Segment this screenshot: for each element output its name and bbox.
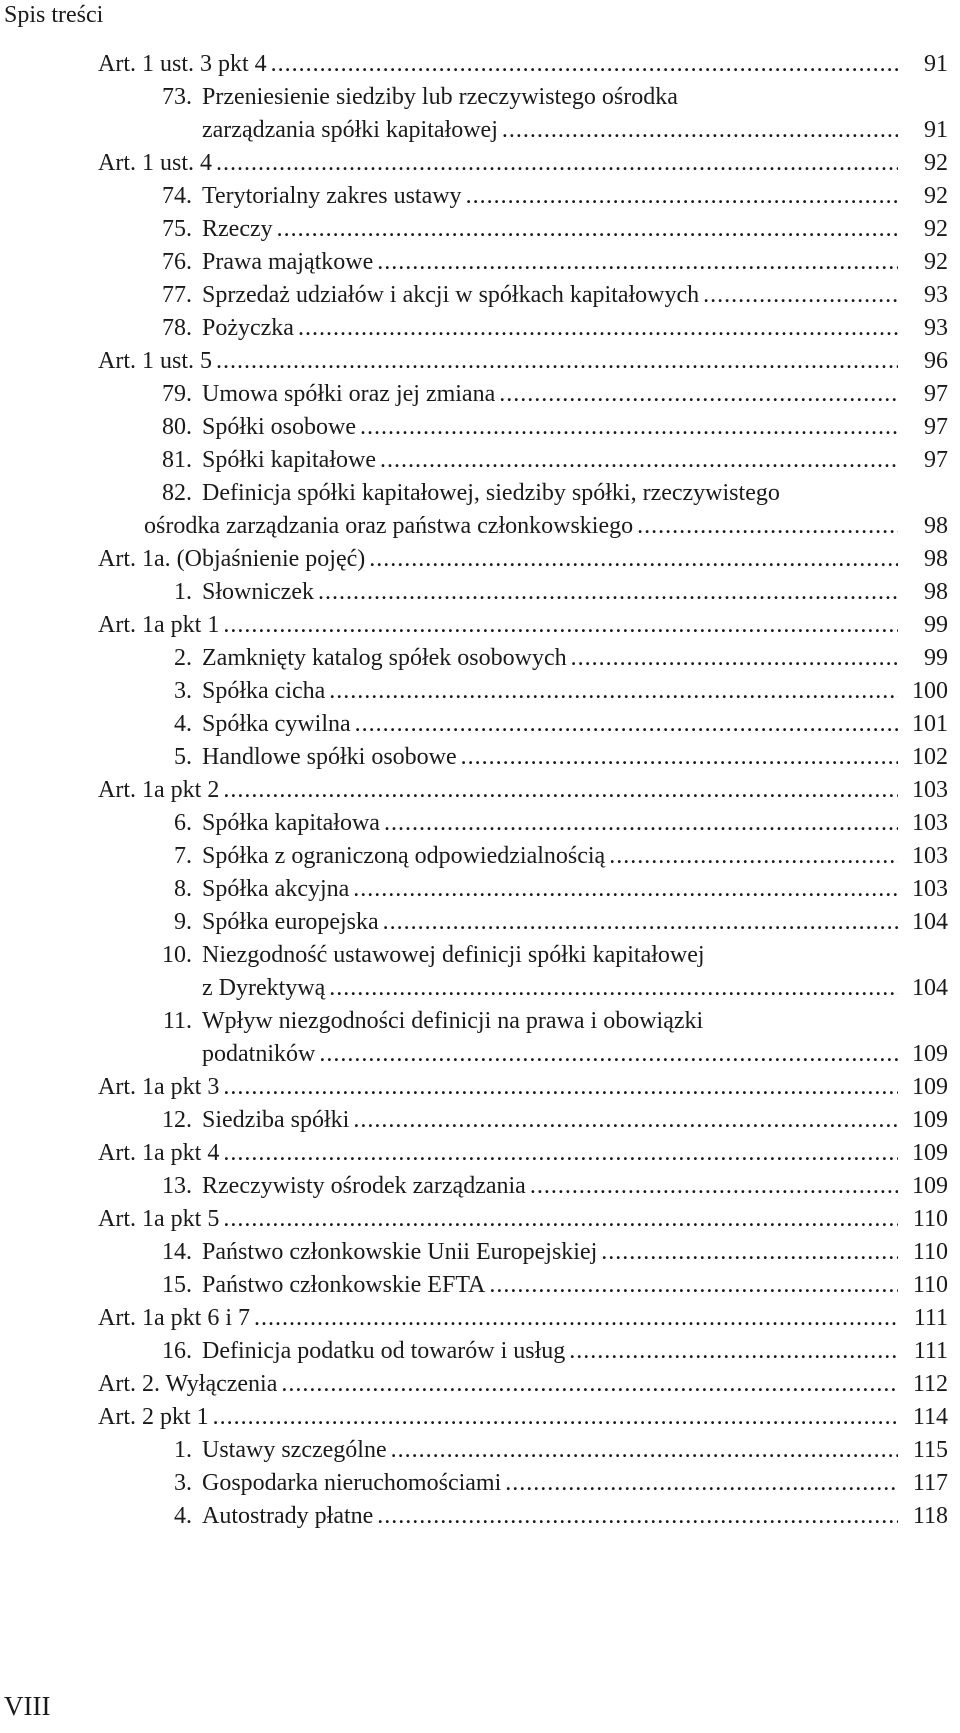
toc-entry-title: Art. 2. Wyłączenia: [98, 1371, 278, 1397]
toc-entry[interactable]: [98, 1236, 948, 1269]
dot-leader: [489, 1269, 898, 1302]
toc-entry-number: 5.: [174, 744, 192, 770]
toc-entry[interactable]: [98, 543, 948, 576]
dot-leader: [254, 1302, 898, 1335]
dot-leader: [571, 642, 898, 675]
toc-entry[interactable]: [98, 642, 948, 675]
toc-entry-page-number: 96: [924, 348, 948, 374]
toc-entry-title: Art. 2 pkt 1: [98, 1404, 209, 1430]
toc-entry-title: Spółka europejska: [202, 909, 379, 935]
toc-entry-page-number: 109: [912, 1173, 948, 1199]
dot-leader: [223, 609, 898, 642]
toc-entry-number: 15.: [162, 1272, 192, 1298]
toc-entry-title: Prawa majątkowe: [202, 249, 374, 275]
toc-entry-number: 14.: [162, 1239, 192, 1265]
toc-entry-number: 2.: [174, 645, 192, 671]
dot-leader: [318, 576, 898, 609]
toc-entry-title: Spółka cicha: [202, 678, 326, 704]
dot-leader: [223, 1137, 898, 1170]
toc-entry-page-number: 111: [913, 1305, 948, 1331]
toc-entry[interactable]: [98, 1302, 948, 1335]
toc-entry-page-number: 110: [912, 1206, 948, 1232]
toc-entry[interactable]: [98, 873, 948, 906]
toc-entry-page-number: 112: [912, 1371, 948, 1397]
toc-entry-page-number: 103: [912, 810, 948, 836]
toc-entry[interactable]: [98, 312, 948, 345]
dot-leader: [637, 510, 898, 543]
dot-leader: [216, 147, 898, 180]
dot-leader: [383, 906, 898, 939]
toc-entry[interactable]: [98, 411, 948, 444]
toc-entry-title: Rzeczywisty ośrodek zarządzania: [202, 1173, 526, 1199]
dot-leader: [505, 1467, 898, 1500]
toc-entry-title: Słowniczek: [202, 579, 314, 605]
dot-leader: [609, 840, 898, 873]
toc-entry-page-number: 91: [924, 51, 948, 77]
toc-entry[interactable]: [98, 807, 948, 840]
toc-entry-page-number: 98: [924, 546, 948, 572]
dot-leader: [355, 708, 898, 741]
toc-entry-title: Handlowe spółki osobowe: [202, 744, 457, 770]
toc-entry-title: podatników: [202, 1041, 316, 1067]
toc-entry-page-number: 109: [912, 1074, 948, 1100]
dot-leader: [569, 1335, 898, 1368]
toc-entry[interactable]: [98, 741, 948, 774]
toc-entry[interactable]: [98, 675, 948, 708]
toc-entry-page-number: 111: [913, 1338, 948, 1364]
toc-entry-number: 82.: [162, 480, 192, 506]
toc-entry-title: Umowa spółki oraz jej zmiana: [202, 381, 496, 407]
toc-entry-page-number: 91: [924, 117, 948, 143]
dot-leader: [384, 807, 898, 840]
toc-entry-title: Art. 1a. (Objaśnienie pojęć): [98, 546, 366, 572]
toc-entry-number: 4.: [174, 711, 192, 737]
toc-entry[interactable]: [98, 576, 948, 609]
toc-entry-title: ośrodka zarządzania oraz państwa członkowskiego: [144, 513, 634, 539]
dot-leader: [369, 543, 898, 576]
toc-entry-page-number: 104: [912, 909, 948, 935]
toc-entry[interactable]: [98, 1137, 948, 1170]
toc-entry-title: Spółki kapitałowe: [202, 447, 376, 473]
toc-entry-title: Spółka z ograniczoną odpowiedzialnością: [202, 843, 606, 869]
dot-leader: [223, 774, 898, 807]
toc-entry-page-number: 99: [924, 645, 948, 671]
dot-leader: [380, 444, 898, 477]
toc-entry-page-number: 117: [912, 1470, 948, 1496]
toc-entry[interactable]: [98, 708, 948, 741]
toc-entry-number: 3.: [174, 678, 192, 704]
toc-entry-title: Państwo członkowskie Unii Europejskiej: [202, 1239, 598, 1265]
toc-entry[interactable]: [98, 1368, 948, 1401]
toc-entry-page-number: 103: [912, 843, 948, 869]
toc-entry-number: 13.: [162, 1173, 192, 1199]
toc-entry[interactable]: [98, 378, 948, 411]
toc-entry-number: 1.: [174, 579, 192, 605]
dot-leader: [601, 1236, 898, 1269]
toc-entry-page-number: 104: [912, 975, 948, 1001]
toc-entry[interactable]: [98, 246, 948, 279]
toc-entry[interactable]: [98, 48, 948, 81]
toc-entry-title-line: Definicja spółki kapitałowej, siedziby spółki, rzeczywistego: [202, 480, 780, 506]
toc-entry[interactable]: [98, 1170, 948, 1203]
dot-leader: [360, 411, 898, 444]
toc-entry-page-number: 100: [912, 678, 948, 704]
toc-entry[interactable]: [98, 279, 948, 312]
toc-entry-page-number: 97: [924, 447, 948, 473]
toc-entry-page-number: 110: [912, 1272, 948, 1298]
toc-entry-page-number: 92: [924, 183, 948, 209]
toc-entry-number: 3.: [174, 1470, 192, 1496]
toc-entry-title: Spółka akcyjna: [202, 876, 350, 902]
toc-entry[interactable]: [98, 840, 948, 873]
toc-entry-page-number: 115: [912, 1437, 948, 1463]
toc-entry-page-number: 109: [912, 1107, 948, 1133]
toc-entry-number: 11.: [162, 1008, 192, 1034]
dot-leader: [298, 312, 898, 345]
toc-entry-title: Art. 1 ust. 4: [98, 150, 212, 176]
dot-leader: [466, 180, 898, 213]
toc-entry[interactable]: [98, 906, 948, 939]
toc-entry-title: Sprzedaż udziałów i akcji w spółkach kapitałowych: [202, 282, 700, 308]
toc-entry-page-number: 92: [924, 150, 948, 176]
dot-leader: [530, 1170, 898, 1203]
toc-entry-title: z Dyrektywą: [202, 975, 326, 1001]
dot-leader: [353, 1104, 898, 1137]
toc-entry-title: Siedziba spółki: [202, 1107, 350, 1133]
toc-entry-page-number: 101: [912, 711, 948, 737]
dot-leader: [271, 48, 898, 81]
toc-entry[interactable]: [98, 1203, 948, 1236]
toc-entry-page-number: 92: [924, 249, 948, 275]
toc-entry-title: Definicja podatku od towarów i usług: [202, 1338, 566, 1364]
dot-leader: [319, 1038, 898, 1071]
toc-entry[interactable]: [98, 1104, 948, 1137]
toc-entry-page-number: 103: [912, 777, 948, 803]
dot-leader: [703, 279, 898, 312]
toc-entry-title: Zamknięty katalog spółek osobowych: [202, 645, 567, 671]
toc-entry-number: 80.: [162, 414, 192, 440]
dot-leader: [223, 1203, 898, 1236]
toc-entry-title: Art. 1a pkt 2: [98, 777, 220, 803]
toc-entry-number: 16.: [162, 1338, 192, 1364]
toc-entry-number: 8.: [174, 876, 192, 902]
toc-entry-title: Art. 1 ust. 5: [98, 348, 212, 374]
toc-entry-page-number: 93: [924, 315, 948, 341]
toc-entry-number: 73.: [162, 84, 192, 110]
toc-entry-page-number: 103: [912, 876, 948, 902]
toc-entry-number: 81.: [162, 447, 192, 473]
toc-entry-title: Spółka cywilna: [202, 711, 351, 737]
toc-entry[interactable]: [98, 1500, 948, 1533]
toc-entry-page-number: 118: [912, 1503, 948, 1529]
toc-entry-title: Art. 1 ust. 3 pkt 4: [98, 51, 267, 77]
toc-entry-title: Art. 1a pkt 3: [98, 1074, 220, 1100]
running-head: Spis treści: [4, 2, 104, 28]
dot-leader: [499, 378, 898, 411]
toc-entry[interactable]: [98, 345, 948, 378]
dot-leader: [216, 345, 898, 378]
toc-entry-page-number: 97: [924, 381, 948, 407]
toc-entry-title: Spółki osobowe: [202, 414, 357, 440]
toc-entry-title: Art. 1a pkt 6 i 7: [98, 1305, 250, 1331]
toc-entry-title: Rzeczy: [202, 216, 273, 242]
toc-entry-page-number: 97: [924, 414, 948, 440]
toc-entry[interactable]: [98, 774, 948, 807]
dot-leader: [377, 246, 898, 279]
toc-entry-page-number: 98: [924, 513, 948, 539]
dot-leader: [391, 1434, 898, 1467]
dot-leader: [329, 972, 898, 1005]
toc-entry-page-number: 99: [924, 612, 948, 638]
toc-entry-title: Gospodarka nieruchomościami: [202, 1470, 502, 1496]
toc-entry-title: Art. 1a pkt 5: [98, 1206, 220, 1232]
dot-leader: [502, 114, 898, 147]
dot-leader: [377, 1500, 898, 1533]
toc-entry[interactable]: [98, 180, 948, 213]
toc-entry-title: Pożyczka: [202, 315, 294, 341]
toc-entry-title-line: Niezgodność ustawowej definicji spółki kapitałowej: [202, 942, 705, 968]
toc-entry[interactable]: [98, 1467, 948, 1500]
table-of-contents: [98, 48, 948, 1533]
toc-entry[interactable]: [98, 1005, 948, 1071]
toc-entry[interactable]: [98, 213, 948, 246]
dot-leader: [213, 1401, 898, 1434]
toc-entry-number: 7.: [174, 843, 192, 869]
toc-entry-number: 78.: [162, 315, 192, 341]
dot-leader: [281, 1368, 898, 1401]
toc-entry-title-line: Przeniesienie siedziby lub rzeczywistego ośrodka: [202, 84, 678, 110]
toc-entry[interactable]: [98, 147, 948, 180]
toc-entry[interactable]: [98, 477, 948, 543]
page-folio: VIII: [4, 1691, 51, 1721]
toc-entry[interactable]: [98, 444, 948, 477]
toc-entry-page-number: 109: [912, 1140, 948, 1166]
toc-entry-number: 12.: [162, 1107, 192, 1133]
toc-entry-title: Autostrady płatne: [202, 1503, 374, 1529]
dot-leader: [461, 741, 898, 774]
toc-entry-number: 75.: [162, 216, 192, 242]
toc-entry-title: Art. 1a pkt 1: [98, 612, 220, 638]
toc-entry-title-line: Wpływ niezgodności definicji na prawa i obowiązki: [202, 1008, 704, 1034]
toc-entry-page-number: 92: [924, 216, 948, 242]
toc-entry-title: Terytorialny zakres ustawy: [202, 183, 462, 209]
toc-entry-page-number: 109: [912, 1041, 948, 1067]
toc-entry-number: 10.: [162, 942, 192, 968]
toc-entry-page-number: 93: [924, 282, 948, 308]
toc-entry[interactable]: [98, 1071, 948, 1104]
toc-entry-number: 9.: [174, 909, 192, 935]
toc-entry[interactable]: [98, 1434, 948, 1467]
toc-entry-number: 1.: [174, 1437, 192, 1463]
dot-leader: [223, 1071, 898, 1104]
toc-entry-title: Państwo członkowskie EFTA: [202, 1272, 486, 1298]
toc-entry[interactable]: [98, 1335, 948, 1368]
toc-entry-title: Art. 1a pkt 4: [98, 1140, 220, 1166]
dot-leader: [353, 873, 898, 906]
toc-entry-number: 6.: [174, 810, 192, 836]
toc-entry[interactable]: [98, 939, 948, 1005]
toc-entry-number: 4.: [174, 1503, 192, 1529]
toc-entry-title: Ustawy szczególne: [202, 1437, 387, 1463]
dot-leader: [277, 213, 898, 246]
toc-entry-title: zarządzania spółki kapitałowej: [202, 117, 498, 143]
toc-entry-page-number: 110: [912, 1239, 948, 1265]
toc-entry-number: 77.: [162, 282, 192, 308]
toc-entry[interactable]: [98, 81, 948, 147]
dot-leader: [329, 675, 898, 708]
toc-entry-number: 74.: [162, 183, 192, 209]
toc-entry-page-number: 114: [912, 1404, 948, 1430]
toc-entry-page-number: 98: [924, 579, 948, 605]
toc-entry[interactable]: [98, 1401, 948, 1434]
toc-entry-page-number: 102: [912, 744, 948, 770]
toc-entry-title: Spółka kapitałowa: [202, 810, 380, 836]
toc-entry-number: 79.: [162, 381, 192, 407]
toc-entry[interactable]: [98, 1269, 948, 1302]
toc-entry[interactable]: [98, 609, 948, 642]
toc-entry-number: 76.: [162, 249, 192, 275]
